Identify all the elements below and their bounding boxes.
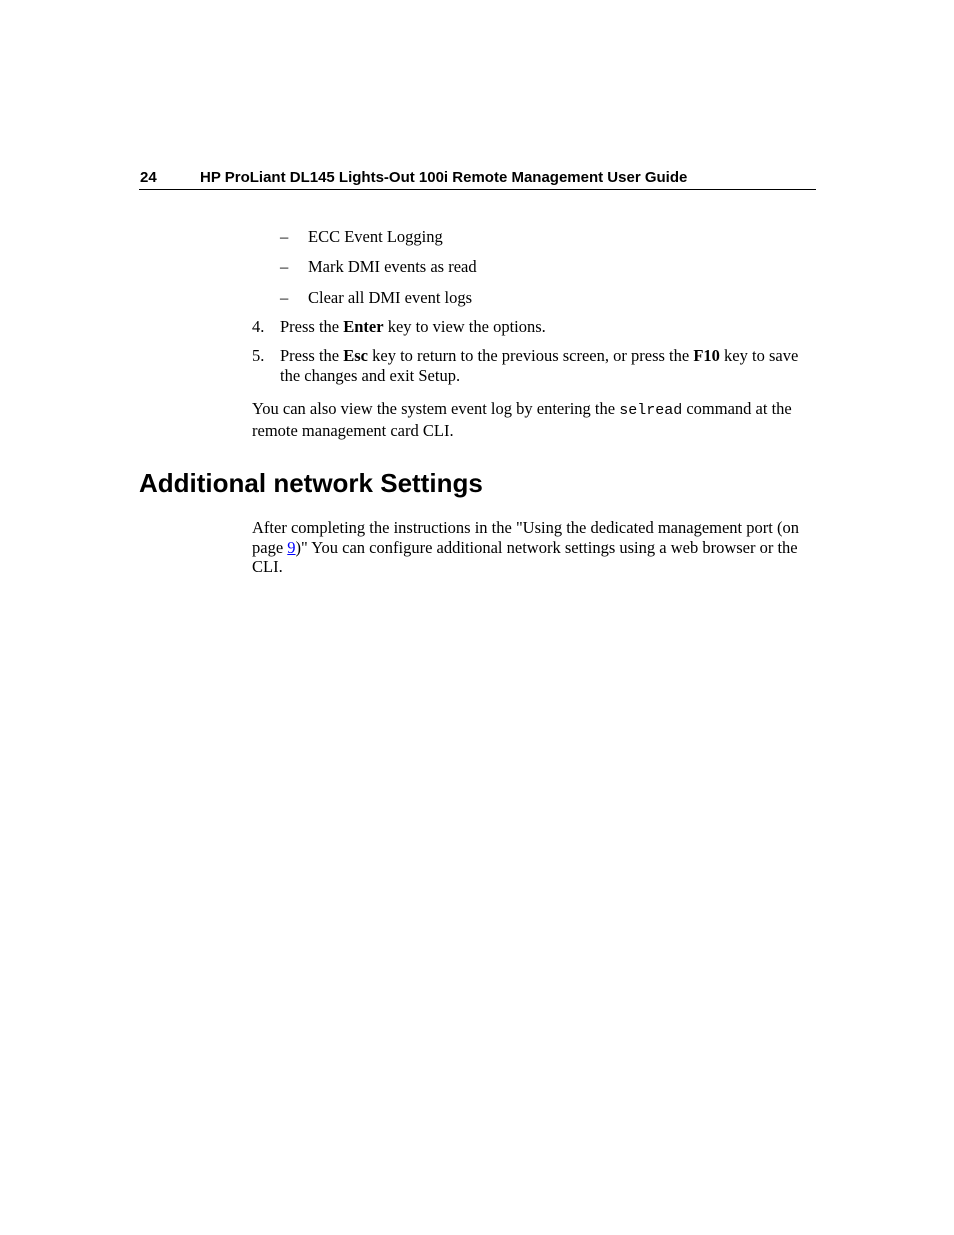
list-item (280, 288, 472, 308)
page-link[interactable]: 9 (287, 537, 296, 557)
list-item (280, 227, 443, 247)
list-item-text: Mark DMI events as read (308, 257, 477, 276)
key-name: F10 (693, 346, 720, 365)
section-paragraph: After completing the instructions in the "Using the dedicated management port (on page 9)" You can configure additional network settings using a web browser or the CLI. (252, 518, 799, 576)
list-item-text: Clear all DMI event logs (308, 288, 473, 307)
step-4 (252, 317, 812, 337)
list-item-text: ECC Event Logging (308, 227, 443, 246)
dash-bullet: – (280, 227, 289, 246)
command-text: selread (619, 402, 683, 419)
key-name: Esc (343, 346, 368, 365)
selread-paragraph: You can also view the system event log by entering the selread command at the remote management card CLI. (252, 399, 792, 440)
step-text: Press the Esc key to return to the previous screen, or press the F10 key to save the changes and exit Setup. (280, 346, 799, 385)
list-item (280, 257, 477, 277)
key-name: Enter (343, 317, 384, 336)
step-number: 4. (252, 317, 265, 336)
step-number: 5. (252, 346, 265, 365)
dash-bullet: – (280, 257, 289, 276)
running-header (139, 168, 816, 190)
section-heading: Additional network Settings (139, 468, 483, 498)
document-title: HP ProLiant DL145 Lights-Out 100i Remote Management User Guide (200, 169, 688, 186)
step-text: Press the Enter key to view the options. (280, 317, 546, 336)
page-number: 24 (140, 169, 157, 186)
step-5 (252, 346, 812, 385)
dash-bullet: – (280, 288, 289, 307)
